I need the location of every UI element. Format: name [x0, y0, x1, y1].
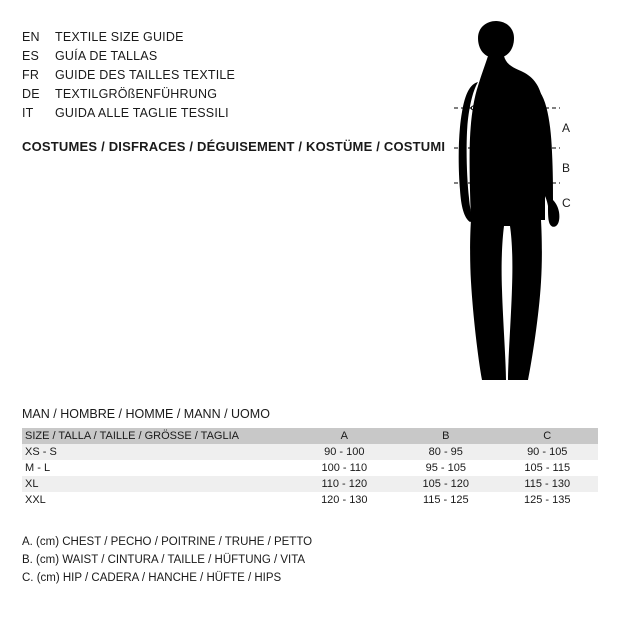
cell-size: XL — [22, 476, 294, 492]
table-title: MAN / HOMBRE / HOMME / MANN / UOMO — [22, 407, 270, 421]
cell-hip: 115 - 130 — [497, 476, 598, 492]
size-table — [22, 428, 598, 508]
table-row — [22, 460, 598, 476]
cell-hip: 90 - 105 — [497, 444, 598, 460]
language-list — [22, 30, 362, 125]
column-header-b: B — [395, 428, 496, 444]
legend-hip: C. (cm) HIP / CADERA / HANCHE / HÜFTE / HIPS — [22, 572, 282, 584]
column-header-a: A — [294, 428, 395, 444]
table-header-row — [22, 428, 598, 444]
cell-waist: 95 - 105 — [395, 460, 496, 476]
language-row — [22, 87, 362, 106]
language-row — [22, 49, 362, 68]
table-row — [22, 476, 598, 492]
legend-chest: A. (cm) CHEST / PECHO / POITRINE / TRUHE / PETTO — [22, 536, 313, 548]
cell-chest: 100 - 110 — [294, 460, 395, 476]
language-title: TEXTILE SIZE GUIDE — [55, 30, 184, 44]
language-row — [22, 30, 362, 49]
language-code: DE — [22, 87, 40, 101]
column-header-c: C — [497, 428, 598, 444]
language-title: GUIDA ALLE TAGLIE TESSILI — [55, 106, 229, 120]
cell-waist: 105 - 120 — [395, 476, 496, 492]
marker-label-b: B — [562, 161, 571, 175]
cell-size: M - L — [22, 460, 294, 476]
table-row — [22, 444, 598, 460]
cell-size: XS - S — [22, 444, 294, 460]
cell-chest: 90 - 100 — [294, 444, 395, 460]
body-figure — [420, 20, 600, 395]
language-row — [22, 68, 362, 87]
cell-hip: 105 - 115 — [497, 460, 598, 476]
language-code: EN — [22, 30, 40, 44]
language-code: ES — [22, 49, 40, 63]
language-code: IT — [22, 106, 34, 120]
cell-chest: 110 - 120 — [294, 476, 395, 492]
column-header-size: SIZE / TALLA / TAILLE / GRÖSSE / TAGLIA — [22, 428, 294, 444]
marker-label-a: A — [562, 121, 571, 135]
legend-waist: B. (cm) WAIST / CINTURA / TAILLE / HÜFTUNG / VITA — [22, 554, 306, 566]
measurement-legend — [22, 533, 312, 587]
cell-waist: 80 - 95 — [395, 444, 496, 460]
language-title: GUIDE DES TAILLES TEXTILE — [55, 68, 236, 82]
male-silhouette-icon — [420, 20, 600, 395]
cell-waist: 115 - 125 — [395, 492, 496, 508]
cell-chest: 120 - 130 — [294, 492, 395, 508]
marker-label-c: C — [562, 196, 571, 210]
cell-hip: 125 - 135 — [497, 492, 598, 508]
language-row — [22, 106, 362, 125]
cell-size: XXL — [22, 492, 294, 508]
language-title: TEXTILGRÖßENFÜHRUNG — [55, 87, 218, 101]
table-row — [22, 492, 598, 508]
language-code: FR — [22, 68, 40, 82]
costumes-heading: COSTUMES / DISFRACES / DÉGUISEMENT / KOSTÜME / COSTUMI — [22, 139, 446, 154]
language-title: GUÍA DE TALLAS — [55, 49, 158, 63]
